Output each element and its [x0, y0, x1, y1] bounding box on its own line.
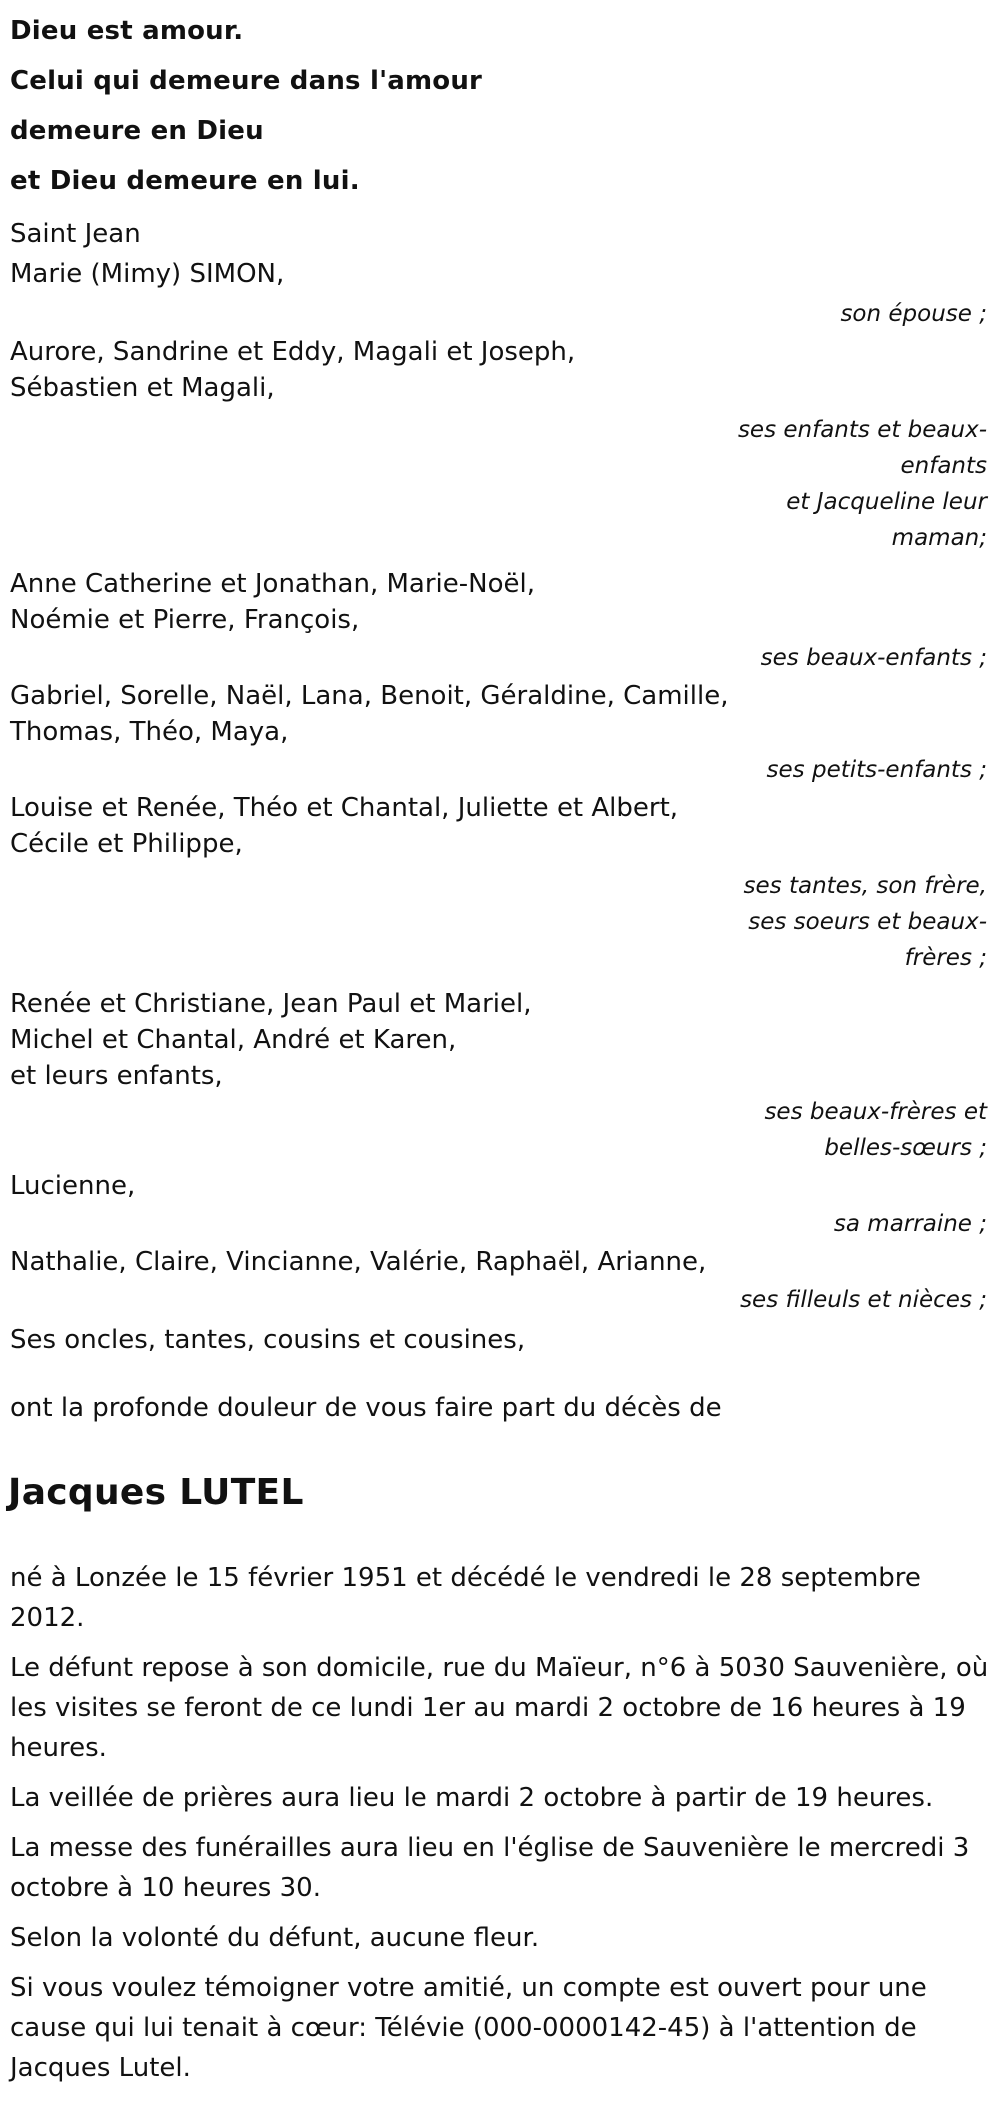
family-role: sa marraine ; — [833, 1211, 987, 1237]
family-names: Cécile et Philippe, — [10, 829, 243, 859]
family-names: Michel et Chantal, André et Karen, — [10, 1025, 457, 1055]
extended-family: Ses oncles, tantes, cousins et cousines, — [10, 1325, 526, 1355]
family-group-spouse — [10, 254, 995, 334]
quote-line: Dieu est amour. — [10, 16, 244, 46]
obituary-page — [10, 6, 995, 2098]
family-names: Louise et Renée, Théo et Chantal, Juliette et Albert, — [10, 793, 679, 823]
paragraph-funeral-mass: La messe des funérailles aura lieu en l'église de Sauvenière le mercredi 3 octobre à 10 heures 30. — [10, 1833, 970, 1903]
deceased-name: Jacques LUTEL — [8, 1472, 304, 1513]
quote-line: Celui qui demeure dans l'amour — [10, 66, 483, 96]
family-role: son épouse ; — [840, 301, 987, 327]
family-group-godchildren — [10, 1242, 995, 1318]
family-names: Aurore, Sandrine et Eddy, Magali et Joseph, — [10, 337, 576, 367]
paragraph-vigil: La veillée de prières aura lieu le mardi 2 octobre à partir de 19 heures. — [10, 1783, 934, 1813]
paragraph-donation: Si vous voulez témoigner votre amitié, un compte est ouvert pour une cause qui lui tenait à cœur: Télévie (000-0000142-45) à l'attention de Jacques Lutel. — [10, 1973, 927, 2083]
quote-line: et Dieu demeure en lui. — [10, 166, 360, 196]
family-names: et leurs enfants, — [10, 1061, 223, 1091]
family-names: Nathalie, Claire, Vincianne, Valérie, Raphaël, Arianne, — [10, 1247, 707, 1277]
paragraph-no-flowers: Selon la volonté du défunt, aucune fleur. — [10, 1923, 540, 1953]
family-role: ses soeurs et beaux-frères ; — [748, 909, 987, 971]
bible-quote — [10, 6, 995, 206]
family-group-children — [10, 334, 995, 556]
family-role: ses petits-enfants ; — [766, 757, 987, 783]
family-names: Renée et Christiane, Jean Paul et Mariel, — [10, 989, 532, 1019]
family-role: ses tantes, son frère, — [743, 873, 987, 899]
family-role: ses beaux-enfants ; — [760, 645, 987, 671]
family-names: Noémie et Pierre, François, — [10, 605, 360, 635]
family-role: et Jacqueline leur maman; — [786, 489, 987, 551]
family-names: Anne Catherine et Jonathan, Marie-Noël, — [10, 569, 535, 599]
quote-line: demeure en Dieu — [10, 116, 264, 146]
family-role: ses filleuls et nièces ; — [740, 1287, 987, 1313]
family-names: Marie (Mimy) SIMON, — [10, 259, 285, 289]
family-names: Lucienne, — [10, 1171, 136, 1201]
family-role: ses beaux-frères et belles-sœurs ; — [764, 1099, 987, 1161]
announcement-text: ont la profonde douleur de vous faire part du décès de — [10, 1393, 722, 1423]
family-group-step-children — [10, 566, 995, 678]
family-group-aunts-siblings — [10, 790, 995, 976]
family-group-in-laws — [10, 986, 995, 1166]
family-names: Thomas, Théo, Maya, — [10, 717, 289, 747]
family-group-grandchildren — [10, 678, 995, 790]
family-group-godmother — [10, 1166, 995, 1242]
family-role: ses enfants et beaux-enfants — [737, 417, 987, 479]
family-names: Gabriel, Sorelle, Naël, Lana, Benoit, Géraldine, Camille, — [10, 681, 729, 711]
place-name: Saint Jean — [10, 219, 141, 249]
paragraph-birth-death: né à Lonzée le 15 février 1951 et décédé le vendredi le 28 septembre 2012. — [10, 1563, 921, 1633]
family-names: Sébastien et Magali, — [10, 373, 275, 403]
paragraph-visits: Le défunt repose à son domicile, rue du Maïeur, n°6 à 5030 Sauvenière, où les visites se feront de ce lundi 1er au mardi 2 octobre de 16 heures à 19 heures. — [10, 1653, 989, 1763]
